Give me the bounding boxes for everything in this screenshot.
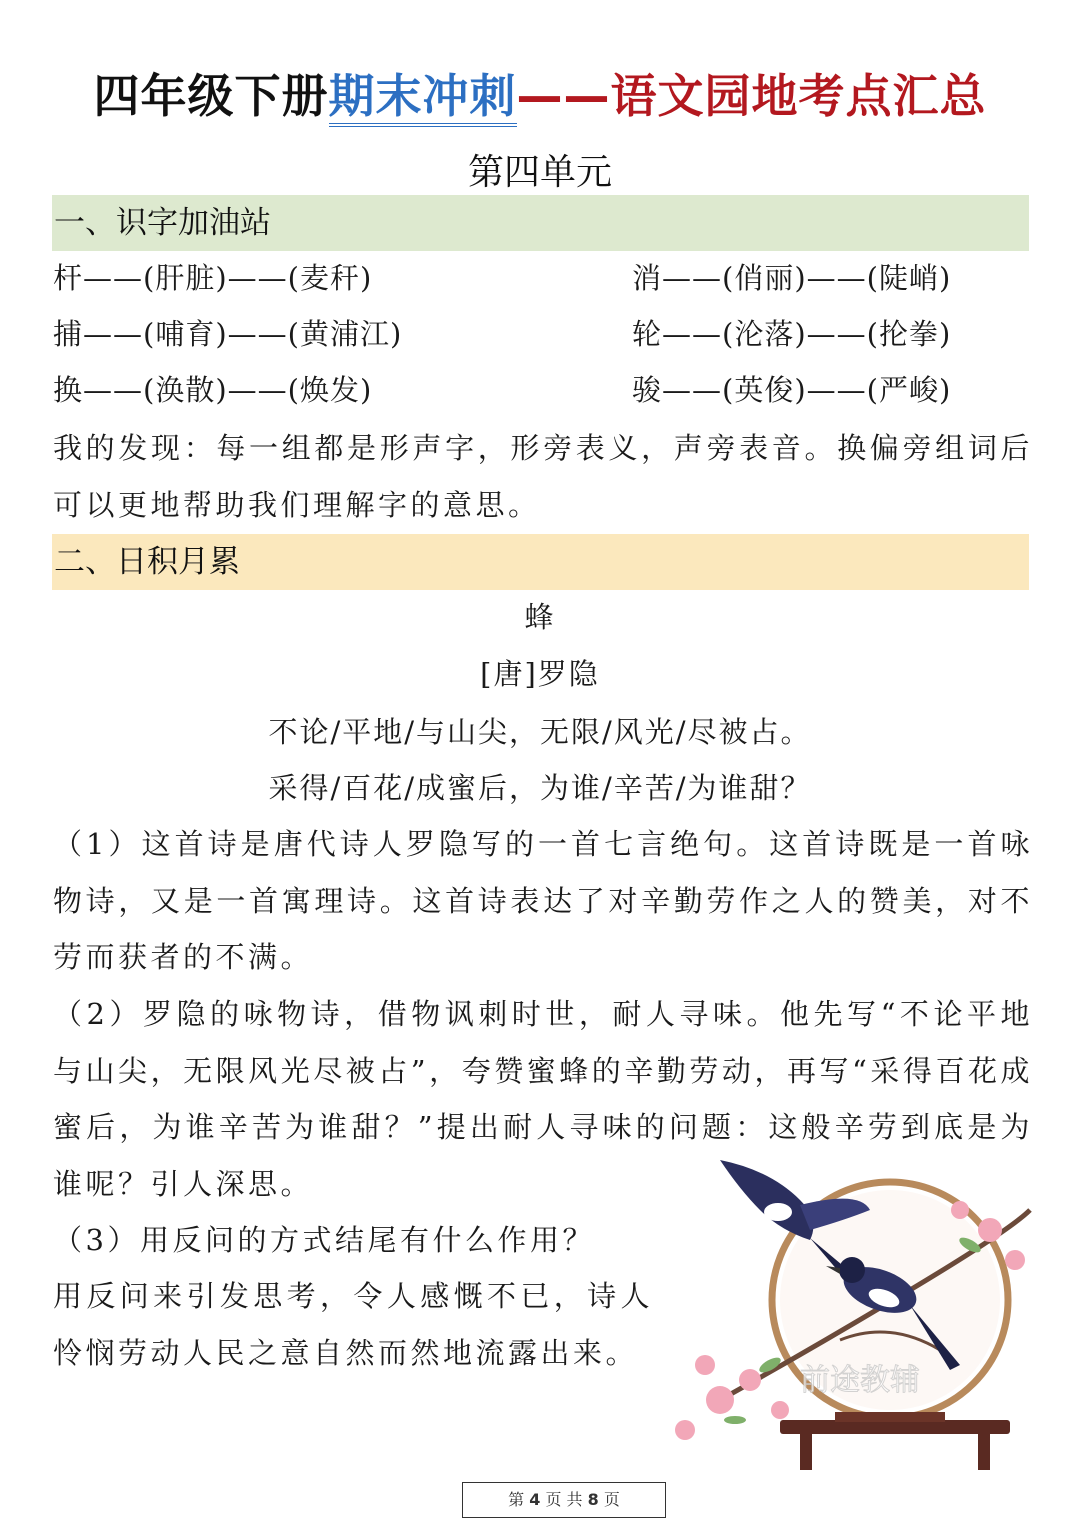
footer-middle: 页 共 [545,1490,583,1509]
poem-line: 采得/百花/成蜜后，为谁/辛苦/为谁甜？ [268,771,812,805]
unit-heading: 第四单元 [467,152,612,193]
page-title [0,60,1080,126]
title-grade: 四年级下册 [93,69,329,123]
section-heading-accumulation: 二、日积月累 [52,534,1029,590]
poem-author: [唐]罗隐 [480,657,600,691]
title-final-sprint: 期末冲刺 [329,69,517,127]
note-paragraph: （2）罗隐的咏物诗，借物讽刺时世，耐人寻味。他先写“不论平地与山尖，无限风光尽被占”，夸赞蜜蜂的辛勤劳动，再写“采得百花成蜜后，为谁辛苦为谁甜？”提出耐人寻味的问题：这般辛劳到底是为谁呢？引人深思。 [53,997,1033,1201]
note-question: （3）用反问的方式结尾有什么作用？ [53,1223,595,1257]
discovery-text: 我的发现：每一组都是形声字，形旁表义，声旁表音。换偏旁组词后可以更地帮助我们理解字的意思。 [53,431,1033,522]
section-heading-literacy: 一、识字加油站 [52,195,1029,251]
title-dash: —— [516,69,611,123]
page-number [462,1482,666,1518]
answer-text: 用反问来引发思考，令人感慨不已，诗人怜悯劳动人民之意自然而然地流露出来。 [53,1279,653,1370]
footer-prefix: 第 [508,1490,525,1509]
word-row-right: 轮——(沦落)——(抡拳) [632,317,952,351]
magpie-illustration-icon [660,1150,1040,1480]
footer-suffix: 页 [603,1490,620,1509]
word-row-right: 消——(俏丽)——(陡峭) [632,261,952,295]
word-row-right: 骏——(英俊)——(严峻) [632,373,952,407]
word-row-left: 捕——(哺育)——(黄浦江) [53,317,403,351]
note-paragraph: （1）这首诗是唐代诗人罗隐写的一首七言绝句。这首诗既是一首咏物诗，又是一首寓理诗。这首诗表达了对辛勤劳作之人的赞美，对不劳而获者的不满。 [53,827,1033,974]
word-row-left: 换——(涣散)——(焕发) [53,373,373,407]
footer-total: 8 [587,1490,599,1509]
title-topic: 语文园地考点汇总 [610,69,987,123]
poem-title: 蜂 [524,600,556,634]
word-row-left: 杆——(肝脏)——(麦秆) [53,261,373,295]
footer-page: 4 [529,1490,541,1509]
poem-line: 不论/平地/与山尖，无限/风光/尽被占。 [268,715,812,749]
watermark-text: 前途教辅 [800,1363,920,1398]
